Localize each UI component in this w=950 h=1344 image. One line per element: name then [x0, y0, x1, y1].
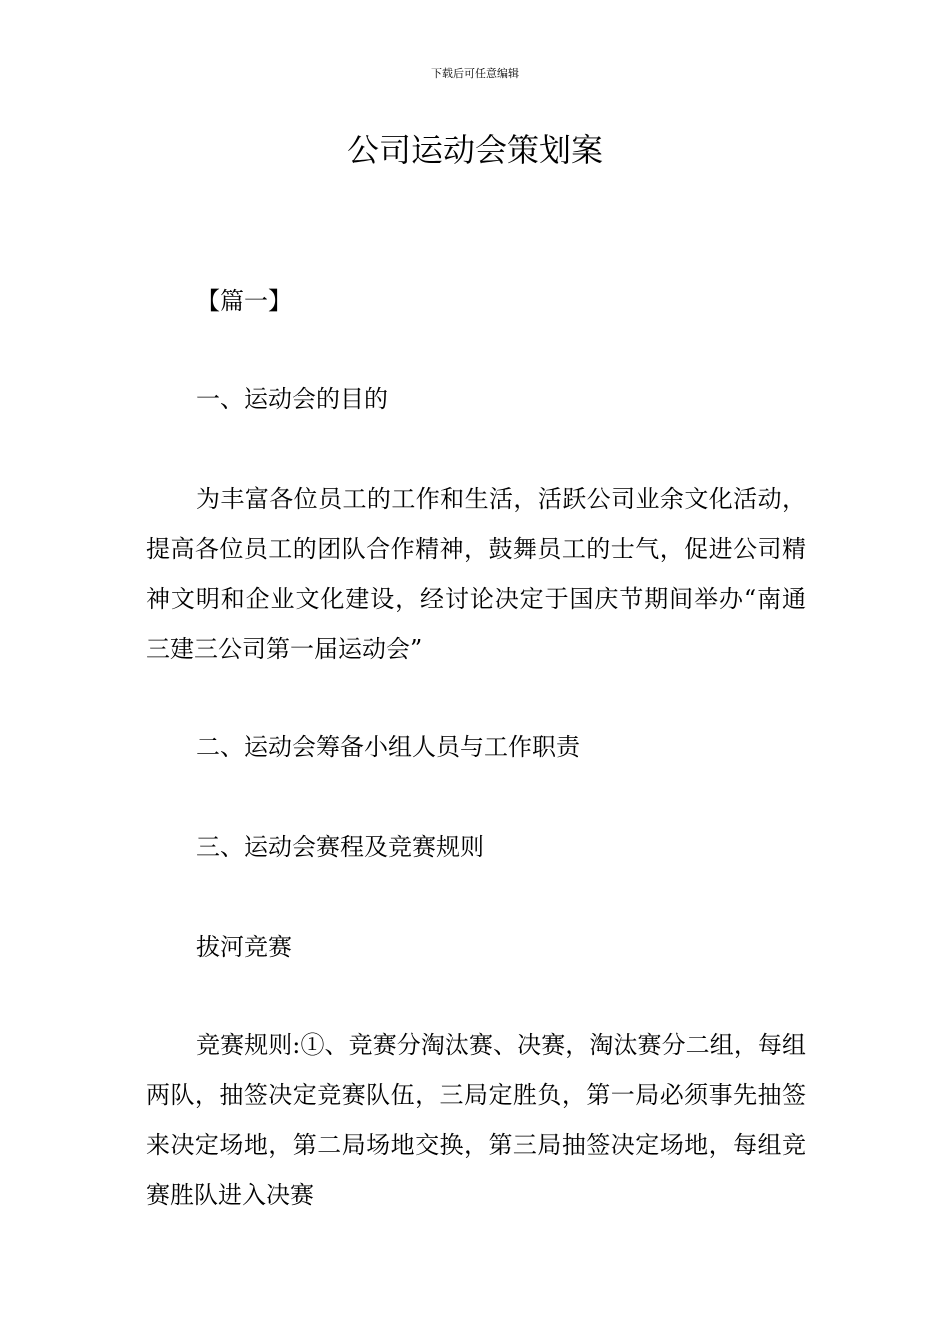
- paragraph-purpose: 为丰富各位员工的工作和生活，活跃公司业余文化活动，提高各位员工的团队合作精神，鼓舞员工的士气，促进公司精神文明和企业文化建设，经讨论决定于国庆节期间举办“南通三建三公司第一届运动会”: [146, 485, 806, 663]
- heading-committee: 二、运动会筹备小组人员与工作职责: [196, 733, 580, 761]
- heading-schedule-rules: 三、运动会赛程及竞赛规则: [196, 833, 484, 861]
- heading-purpose: 一、运动会的目的: [196, 385, 388, 413]
- subheading-tug-of-war: 拔河竞赛: [196, 933, 292, 961]
- header-note: 下载后可任意编辑: [431, 67, 519, 80]
- document-title: 公司运动会策划案: [346, 131, 603, 169]
- paragraph-rules: 竞赛规则:①、竞赛分淘汰赛、决赛，淘汰赛分二组，每组两队，抽签决定竞赛队伍，三局定胜负，第一局必须事先抽签来决定场地，第二局场地交换，第三局抽签决定场地，每组竞赛胜队进入决赛: [146, 1031, 806, 1209]
- section-tag: 【篇一】: [196, 287, 292, 315]
